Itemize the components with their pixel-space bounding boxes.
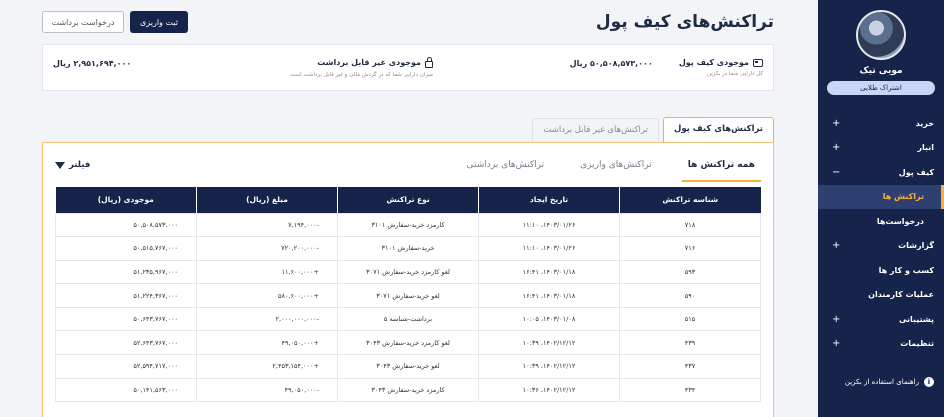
cell-date: ۱۴۰۳/۰۱/۱۸، ۱۶:۴۱ [479, 284, 620, 308]
plus-icon: + [832, 338, 841, 350]
guide-link[interactable] [845, 377, 934, 387]
table-row[interactable] [56, 331, 761, 355]
sidebar-item-businesses[interactable] [818, 258, 944, 283]
cell-amount: +۱۱,۶۰۰,۰۰۰ [197, 260, 338, 284]
sidebar-item-label: انبار [917, 143, 934, 153]
plus-icon: + [832, 117, 841, 129]
column-header-id[interactable]: شناسه تراکنش [620, 187, 761, 213]
plus-icon: + [832, 240, 841, 252]
cell-id: ۵۹۰ [620, 284, 761, 308]
sidebar-item-settings[interactable] [818, 332, 944, 357]
cell-amount: +۲,۴۵۳,۱۵۴,۰۰۰ [197, 355, 338, 379]
cell-id: ۵۱۵ [620, 307, 761, 331]
cell-id: ۷۱۸ [620, 213, 761, 237]
cell-amount: -۷,۱۹۴,۰۰۰ [197, 213, 338, 237]
locked-balance-block [290, 58, 433, 78]
filter-label: فیلتر [69, 160, 91, 170]
transactions-panel [42, 142, 774, 417]
table-row[interactable] [56, 284, 761, 308]
column-header-date[interactable]: تاریخ ایجاد [479, 187, 620, 213]
cell-amount: -۷۲۰,۲۰۰,۰۰۰ [197, 237, 338, 261]
sidebar-menu [818, 111, 944, 356]
locked-balance-subtitle: میزان دارایی شما که در گردش مالی و غیر قابل برداشت است [290, 71, 433, 78]
wallet-balance-subtitle: کل دارایی شما در بکزین [707, 71, 763, 77]
sidebar-item-requests[interactable] [818, 209, 944, 234]
cell-date: ۱۴۰۳/۰۱/۱۸، ۱۶:۴۱ [479, 260, 620, 284]
table-row[interactable] [56, 307, 761, 331]
column-header-type[interactable]: نوع تراکنش [338, 187, 479, 213]
cell-type: کارمزد خرید-سفارش ۳۰۴۳ [338, 378, 479, 402]
info-icon: i [924, 377, 934, 387]
sidebar-item-support[interactable] [818, 307, 944, 332]
sidebar-item-label: تراکنش ها [882, 192, 924, 202]
cell-type: کارمزد خرید-سفارش ۳۱۰۱ [338, 213, 479, 237]
cell-date: ۱۴۰۳/۰۱/۲۶، ۱۱:۱۰ [479, 237, 620, 261]
cell-date: ۱۴۰۲/۱۲/۱۲، ۱۰:۳۶ [479, 378, 620, 402]
sidebar-item-label: کسب و کار ها [878, 265, 934, 275]
filter-icon [55, 162, 65, 169]
minus-icon: − [832, 166, 841, 178]
cell-id: ۵۹۳ [620, 260, 761, 284]
tab-wallet-transactions[interactable]: تراکنش‌های کیف پول [663, 117, 774, 142]
sidebar-item-label: درخواست‌ها [876, 216, 924, 226]
sidebar-item-label: گزارشات [898, 241, 934, 251]
table-row[interactable] [56, 355, 761, 379]
profile [818, 0, 944, 95]
sidebar-item-wallet[interactable] [818, 160, 944, 185]
plus-icon: + [832, 313, 841, 325]
table-row[interactable] [56, 237, 761, 261]
cell-amount: -۴۹,۰۵۰,۰۰۰ [197, 378, 338, 402]
lock-icon [425, 61, 433, 68]
plus-icon: + [832, 142, 841, 154]
wallet-balance-block [679, 58, 763, 77]
cell-type: لغو خرید-سفارش ۳۰۷۱ [338, 284, 479, 308]
wallet-icon [753, 59, 763, 67]
column-header-amount[interactable]: مبلغ (ریال) [197, 187, 338, 213]
tab-locked-transactions[interactable]: تراکنش‌های غیر قابل برداشت [532, 118, 659, 142]
cell-balance: ۵۲,۵۹۴,۷۱۷,۰۰۰ [56, 355, 197, 379]
locked-balance-value: ۲,۹۵۱,۶۹۴,۰۰۰ ریال [53, 59, 132, 68]
table-row[interactable] [56, 213, 761, 237]
sidebar [818, 0, 944, 417]
wallet-balance-value: ۵۰,۵۰۸,۵۷۳,۰۰۰ ریال [569, 59, 653, 68]
sidebar-item-label: پشتیبانی [898, 314, 934, 324]
balance-card [42, 44, 774, 91]
table-row[interactable] [56, 378, 761, 402]
avatar[interactable] [856, 10, 906, 60]
guide-label: راهنمای استفاده از بکزین [844, 378, 919, 386]
cell-type: لغو کارمزد خرید-سفارش ۳۰۷۱ [338, 260, 479, 284]
tab-all-transactions[interactable]: همه تراکنش ها [682, 148, 761, 182]
cell-balance: ۵۰,۶۴۳,۷۶۷,۰۰۰ [56, 307, 197, 331]
cell-date: ۱۴۰۲/۱۲/۱۲، ۱۰:۳۹ [479, 331, 620, 355]
transactions-table [55, 187, 761, 402]
cell-balance: ۵۰,۱۴۱,۵۶۳,۰۰۰ [56, 378, 197, 402]
cell-id: ۴۳۴ [620, 378, 761, 402]
sidebar-item-employee-operations[interactable] [818, 283, 944, 308]
cell-date: ۱۴۰۳/۰۱/۲۶، ۱۱:۱۰ [479, 213, 620, 237]
filter-button[interactable] [55, 160, 90, 170]
cell-type: خرید-سفارش ۳۱۰۱ [338, 237, 479, 261]
cell-balance: ۵۲,۶۴۳,۷۶۷,۰۰۰ [56, 331, 197, 355]
cell-amount: -۲,۰۰۰,۰۰۰,۰۰۰ [197, 307, 338, 331]
outer-tabs [42, 118, 774, 142]
column-header-balance[interactable]: موجودی (ریال) [56, 187, 197, 213]
cell-balance: ۵۱,۲۲۴,۳۶۷,۰۰۰ [56, 284, 197, 308]
page-header [42, 0, 774, 44]
sidebar-item-label: تنظیمات [900, 339, 934, 349]
cell-date: ۱۴۰۲/۱۲/۱۲، ۱۰:۳۹ [479, 355, 620, 379]
sidebar-item-label: عملیات کارمندان [868, 290, 934, 300]
cell-amount: +۵۸۰,۶۰۰,۰۰۰ [197, 284, 338, 308]
table-row[interactable] [56, 260, 761, 284]
deposit-button[interactable]: ثبت واریزی [130, 11, 188, 33]
cell-balance: ۵۰,۵۱۵,۷۶۷,۰۰۰ [56, 237, 197, 261]
withdraw-request-button[interactable]: درخواست برداشت [42, 11, 124, 33]
page-title: تراکنش‌های کیف پول [595, 12, 774, 32]
header-actions [42, 11, 188, 33]
cell-date: ۱۴۰۳/۰۱/۰۸، ۱۰:۰۵ [479, 307, 620, 331]
sidebar-item-label: کیف پول [898, 167, 934, 177]
cell-type: برداشت-شناسه ۵ [338, 307, 479, 331]
tab-withdraw-transactions[interactable]: تراکنش‌های برداشتی [466, 160, 545, 170]
cell-id: ۴۳۹ [620, 331, 761, 355]
sidebar-item-transactions[interactable] [818, 185, 944, 210]
sidebar-item-reports[interactable] [818, 234, 944, 259]
cell-balance: ۵۱,۲۳۵,۹۶۷,۰۰۰ [56, 260, 197, 284]
tab-deposit-transactions[interactable]: تراکنش‌های واریزی [580, 160, 652, 170]
sidebar-item-label: خرید [915, 118, 934, 128]
cell-id: ۷۱۶ [620, 237, 761, 261]
cell-amount: +۴۹,۰۵۰,۰۰۰ [197, 331, 338, 355]
table-header-row [56, 187, 761, 213]
inner-tabs [461, 148, 761, 182]
cell-type: لغو کارمزد خرید-سفارش ۳۰۴۳ [338, 331, 479, 355]
cell-id: ۴۳۷ [620, 355, 761, 379]
wallet-balance-title: موجودی کیف پول [678, 58, 749, 67]
sidebar-item-warehouse[interactable] [818, 136, 944, 161]
cell-type: لغو خرید-سفارش ۳۰۴۳ [338, 355, 479, 379]
locked-balance-title: موجودی غیر قابل برداشت [317, 58, 421, 67]
cell-balance: ۵۰,۵۰۸,۵۷۳,۰۰۰ [56, 213, 197, 237]
sidebar-item-buy[interactable] [818, 111, 944, 136]
profile-name: مویی تیک [859, 66, 903, 76]
plan-badge[interactable]: اشتراک طلایی [827, 81, 935, 95]
